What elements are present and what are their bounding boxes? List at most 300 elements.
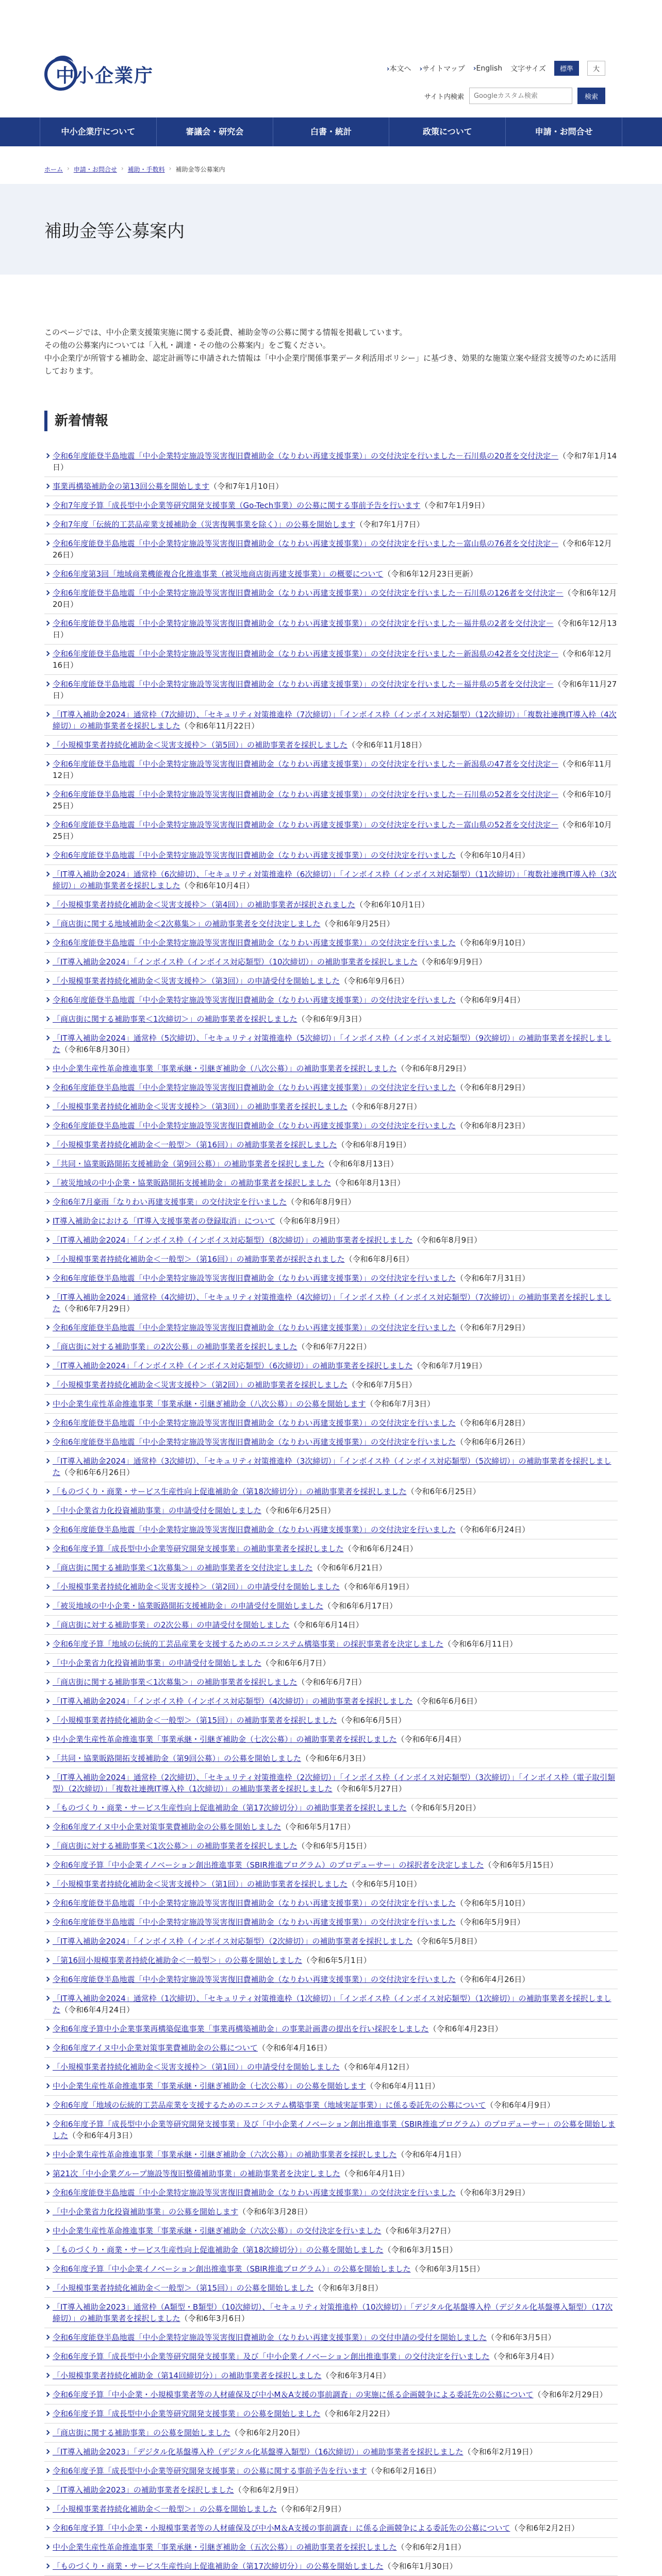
news-date: （令和6年12月26日） [53, 539, 612, 560]
news-date: （令和6年8月23日） [456, 1121, 530, 1130]
news-date: （令和6年3月27日） [381, 2226, 455, 2235]
news-item [44, 477, 618, 496]
news-item [44, 1357, 618, 1376]
breadcrumb-chevron-icon: › [121, 165, 124, 172]
news-link[interactable]: 「商店街に関する補助事業」の公募を開始しました [53, 2428, 231, 2437]
site-logo[interactable] [44, 58, 154, 91]
news-link[interactable]: 「中小企業省力化投資補助事業」の申請受付を開始しました [53, 1658, 262, 1668]
news-date: （令和6年8月9日） [275, 1216, 344, 1226]
news-item [44, 2481, 618, 2500]
news-item [44, 2260, 618, 2279]
news-date: （令和6年5月1日） [302, 1956, 371, 1965]
english-link[interactable]: › English [473, 64, 502, 73]
news-date: （令和6年6月4日） [396, 1735, 466, 1744]
news-link[interactable]: 「IT導入補助金2023」「デジタル化基盤導入枠（デジタル化基盤導入類型）（16次締切）」の補助事業者を採択しました [53, 2447, 464, 2456]
news-date: （令和6年12月23日更新） [383, 569, 478, 579]
breadcrumb-home[interactable]: ホーム [44, 166, 63, 173]
news-date: （令和6年2月1日） [396, 2543, 466, 2552]
news-item [44, 1318, 618, 1337]
breadcrumb-subsidy[interactable]: 補助・手数料 [127, 166, 165, 173]
utility-links [387, 61, 605, 76]
news-date: （令和6年6月7日） [261, 1658, 330, 1668]
news-date: （令和7年1月9日） [420, 501, 489, 510]
news-link[interactable]: 令和6年度能登半島地震「中小企業特定施設等災害復旧費補助金（なりわい再建支援事業）」の交付決定を行いました [53, 851, 456, 860]
news-date: （令和6年8月29日） [396, 1064, 471, 1073]
news-link[interactable]: 「IT導入補助金2024」通常枠（5次締切）、「セキュリティ対策推進枠（5次締切）」「インボイス枠（インボイス対応類型）（9次締切）」の補助事業者を採択しました [53, 1033, 611, 1054]
news-date: （令和6年4月11日） [366, 2081, 440, 2091]
news-item [44, 991, 618, 1010]
news-date: （令和6年6月24日） [456, 1525, 530, 1534]
news-link[interactable]: 令和6年度能登半島地震「中小企業特定施設等災害復旧費補助金（なりわい再建支援事業）」の交付決定を行いました－石川県の126者を交付決定－ [53, 588, 564, 598]
news-date: （令和7年1月14日） [53, 451, 617, 472]
news-date: （令和6年12月20日） [53, 588, 617, 609]
news-link[interactable]: 第21次「中小企業グループ施設等復旧整備補助事業」の補助事業者を決定しました [53, 2169, 340, 2178]
news-item [44, 1231, 618, 1250]
news-link[interactable]: 「IT導入補助金2024」通常枠（2次締切）、「セキュリティ対策推進枠（2次締切）」「インボイス枠（インボイス対応類型）（3次締切）」「インボイス枠（電子取引類型）（2次締切）」「複数社連携IT導入枠（1次締切）」の補助事業者を採択しました [53, 1773, 615, 1793]
news-item [44, 1799, 618, 1818]
news-item [44, 2557, 618, 2576]
news-date: （令和6年11月18日） [347, 740, 426, 750]
news-date: （令和6年10月25日） [53, 820, 612, 841]
news-date: （令和6年2月29日） [533, 2390, 607, 2399]
nav-item-policy[interactable]: 政策について [389, 117, 505, 146]
news-item [44, 1414, 618, 1433]
news-link[interactable]: 「小規模事業者持続化補助金＜一般型＞」の公募を開始しました [53, 2504, 277, 2514]
news-link[interactable]: 令和6年度予算「成長型中小企業等研究開発支援事業」の補助事業者を採択しました [53, 1544, 344, 1553]
news-link[interactable]: 令和6年度能登半島地震「中小企業特定施設等災害復旧費補助金（なりわい再建支援事業）」の交付決定を行いました [53, 1899, 456, 1908]
news-link[interactable]: 令和6年度能登半島地震「中小企業特定施設等災害復旧費補助金（なりわい再建支援事業）」の交付決定を行いました [53, 1918, 456, 1927]
intro-paragraph: 中小企業庁が所管する補助金、認定計画等に申請された情報は「中小企業庁関係事業データ利活用ポリシー」に基づき、効果的な施策立案や経営支援等のために活用しております。 [44, 353, 617, 376]
news-item [44, 1029, 618, 1059]
news-date: （令和6年2月19日） [463, 2447, 537, 2456]
news-link[interactable]: 令和6年度予算「中小企業イノベーション創出推進事業（SBIR推進プログラム）のプロデューサー」の採択者を決定しました [53, 1860, 484, 1870]
sitemap-link[interactable]: › サイトマップ [419, 63, 465, 74]
news-link[interactable]: 「小規模事業者持続化補助金＜災害支援枠＞（第5回）」の補助事業者を採択しました [53, 740, 348, 750]
news-date: （令和6年2月20日） [230, 2428, 305, 2437]
news-item [44, 1951, 618, 1970]
news-item [44, 496, 618, 515]
news-link[interactable]: 令和6年度能登半島地震「中小企業特定施設等災害復旧費補助金（なりわい再建支援事業）」の交付決定を行いました [53, 938, 456, 947]
news-date: （令和6年6月24日） [343, 1544, 418, 1553]
news-date: （令和6年10月1日） [355, 900, 429, 909]
news-item [44, 1818, 618, 1837]
news-link[interactable]: 令和6年度予算「中小企業・小規模事業者等の人材確保及び中小M＆A支援の事前調査」の実施に係る企画競争による委託先の公募について [53, 2390, 534, 2399]
news-date: （令和6年8月9日） [287, 1197, 356, 1207]
news-item [44, 1501, 618, 1520]
news-date: （令和6年9月10日） [456, 938, 530, 947]
news-link[interactable]: 令和6年度能登半島地震「中小企業特定施設等災害復旧費補助金（なりわい再建支援事業）」の交付決定を行いました [53, 2188, 456, 2197]
news-date: （令和6年5月10日） [347, 1879, 422, 1889]
news-date: （令和6年6月25日） [406, 1487, 481, 1496]
intro-paragraph: このページでは、中小企業支援策実施に関する委託費、補助金等の公募に関する情報を掲載しています。 [44, 328, 407, 337]
news-item [44, 2241, 618, 2260]
news-date: （令和6年8月6日） [344, 1255, 414, 1264]
font-size-large-button[interactable]: 大 [587, 61, 605, 76]
news-link[interactable]: 令和6年度能登半島地震「中小企業特定施設等災害復旧費補助金（なりわい再建支援事業）」の交付決定を行いました－福井県の2者を交付決定－ [53, 619, 554, 628]
news-link[interactable]: 「被災地域の中小企業・協業販路開拓支援補助金」の申請受付を開始しました [53, 1601, 324, 1611]
news-item [44, 1539, 618, 1558]
news-date: （令和6年8月9日） [412, 1235, 482, 1245]
news-link[interactable]: 「小規模事業者持続化補助金＜一般型＞（第15回）」の補助事業者を採択しました [53, 1716, 337, 1725]
news-link[interactable]: 「小規模事業者持続化補助金＜災害支援枠＞（第1回）」の申請受付を開始しました [53, 2062, 340, 2072]
news-date: （令和6年6月28日） [456, 1418, 530, 1428]
news-link[interactable]: 「商店街に対する補助事業」の2次公募」の申請受付を開始しました [53, 1620, 290, 1630]
news-link[interactable]: 令和6年度予算「中小企業・小規模事業者等の人材確保及び中小M＆A支援の事前調査」に係る企画競争による委託先の公募について [53, 2523, 510, 2533]
news-item [44, 1856, 618, 1875]
font-size-standard-button[interactable]: 標準 [554, 61, 579, 76]
news-link[interactable]: 中小企業生産性革命推進事業「事業承継・引継ぎ補助金（五次公募）」の補助事業者を採択しました [53, 2543, 397, 2552]
news-link[interactable]: 令和7年度予算「成長型中小企業等研究開発支援事業（Go-Tech事業）の公募に関する事前予告を行います [53, 501, 421, 510]
news-date: （令和6年3月4日） [489, 2352, 559, 2361]
news-link[interactable]: 令和6年度アイヌ中小企業対策事業費補助金の公募を開始しました [53, 1822, 282, 1832]
news-list [44, 447, 618, 2576]
nav-item-councils[interactable]: 審議会・研究会 [156, 117, 273, 146]
skip-to-content-link[interactable]: › 本文へ [387, 63, 411, 74]
news-item [44, 2183, 618, 2202]
news-date: （令和6年6月3日） [301, 1754, 370, 1763]
news-link[interactable]: 「IT導入補助金2024」「インボイス枠（インボイス対応類型）（2次締切）」の補助事業者を採択しました [53, 1937, 413, 1946]
news-item [44, 534, 618, 565]
news-link[interactable]: 令和6年度「地域の伝統的工芸品産業を支援するためのエコシステム構築事業（地域実証事業）」に係る委託先の公募について [53, 2100, 486, 2110]
news-link[interactable]: 令和6年度能登半島地震「中小企業特定施設等災害復旧費補助金（なりわい再建支援事業）」の交付決定を行いました [53, 1121, 456, 1130]
news-date: （令和6年6月26日） [456, 1437, 530, 1447]
news-date: （令和6年6月21日） [312, 1563, 387, 1572]
news-link[interactable]: 「被災地域の中小企業・協業販路開拓支援補助金」の補助事業者を採択しました [53, 1178, 332, 1188]
news-item [44, 2385, 618, 2404]
news-link[interactable]: 令和6年度予算「成長型中小企業等研究開発支援事業」の公募に関する事前予告を行います [53, 2466, 367, 2476]
news-date: （令和6年4月1日） [396, 2150, 466, 2159]
news-link[interactable]: 「IT導入補助金2024」「インボイス枠（インボイス対応類型）（8次締切）」の補助事業者を採択しました [53, 1235, 413, 1245]
breadcrumb-chevron-icon: › [67, 165, 70, 172]
news-date: （令和6年2月22日） [320, 2409, 394, 2418]
news-item [44, 1768, 618, 1799]
news-date: （令和6年6月6日） [412, 1697, 482, 1706]
news-date: （令和6年4月9日） [486, 2100, 555, 2110]
news-link[interactable]: 「商店街に対する補助事業」の2次公募」の補助事業者を採択しました [53, 1342, 297, 1351]
news-link[interactable]: 「商店街に関する補助事業＜1次募集＞」の補助事業者を交付決定しました [53, 1563, 313, 1572]
news-link[interactable]: 「ものづくり・商業・サービス生産性向上促進補助金（第17次締切分）」の補助事業者を採択しました [53, 1803, 407, 1812]
news-link[interactable]: 「IT導入補助金2024」通常枠（1次締切）、「セキュリティ対策推進枠（1次締切）」「インボイス枠（インボイス対応類型）（1次締切）」の補助事業者を採択しました [53, 1994, 611, 2014]
news-item [44, 1269, 618, 1288]
news-link[interactable]: 「IT導入補助金2024」「インボイス枠（インボイス対応類型）（4次締切）」の補助事業者を採択しました [53, 1697, 413, 1706]
news-link[interactable]: 令和6年度能登半島地震「中小企業特定施設等災害復旧費補助金（なりわい再建支援事業）」の交付決定を行いました [53, 995, 456, 1005]
news-item [44, 1250, 618, 1269]
news-link[interactable]: 「商店街に関する補助事業＜1次締切＞」の補助事業者を採択しました [53, 1014, 297, 1024]
news-link[interactable]: 令和6年度能登半島地震「中小企業特定施設等災害復旧費補助金（なりわい再建支援事業）」の交付決定を行いました [53, 1437, 456, 1447]
news-date: （令和6年4月16日） [257, 2043, 332, 2053]
news-item [44, 2164, 618, 2183]
news-item [44, 1010, 618, 1029]
news-link[interactable]: 「小規模事業者持続化補助金＜災害支援枠＞（第2回）」の申請受付を開始しました [53, 1582, 340, 1591]
news-link[interactable]: 令和6年度能登半島地震「中小企業特定施設等災害復旧費補助金（なりわい再建支援事業）」の交付決定を行いました－石川県の52者を交付決定－ [53, 790, 559, 799]
news-link[interactable]: 令和6年度能登半島地震「中小企業特定施設等災害復旧費補助金（なりわい再建支援事業）」の交付決定を行いました－福井県の5者を交付決定－ [53, 680, 554, 689]
news-item [44, 705, 618, 736]
news-link[interactable]: 令和6年度予算「成長型中小企業等研究開発支援事業」の公募を開始しました [53, 2409, 321, 2418]
news-date: （令和6年2月9日） [277, 2504, 346, 2514]
news-item [44, 1578, 618, 1597]
news-date: （令和6年8月29日） [456, 1083, 530, 1092]
news-item [44, 1482, 618, 1501]
news-item [44, 2500, 618, 2519]
news-link[interactable]: 令和6年度予算「中小企業イノベーション創出推進事業（SBIR推進プログラム）」の公募を開始しました [53, 2264, 411, 2274]
news-link[interactable]: 「小規模事業者持続化補助金（第14回締切分）」の補助事業者を採択しました [53, 2371, 322, 2380]
news-link[interactable]: 令和6年度第3回「地域商業機能複合化推進事業（被災地商店街再建支援事業）」の概要について [53, 569, 384, 579]
news-date: （令和6年3月4日） [321, 2371, 391, 2380]
news-item [44, 1692, 618, 1711]
news-link[interactable]: 「ものづくり・商業・サービス生産性向上促進補助金（第18次締切分）」の補助事業者を採択しました [53, 1487, 407, 1496]
news-link[interactable]: 令和6年度能登半島地震「中小企業特定施設等災害復旧費補助金（なりわい再建支援事業）」の交付決定を行いました－新潟県の47者を交付決定－ [53, 759, 559, 769]
news-link[interactable]: 事業再構築補助金の第13回公募を開始します [53, 482, 210, 491]
news-date: （令和6年3月5日） [487, 2333, 556, 2342]
site-search [424, 88, 605, 104]
news-link[interactable]: 「商店街に対する補助事業＜1次公募＞」の補助事業者を採択しました [53, 1841, 297, 1851]
nav-item-about[interactable]: 中小企業庁について [40, 117, 156, 146]
news-item [44, 2443, 618, 2462]
news-item [44, 2366, 618, 2385]
news-link[interactable]: 「ものづくり・商業・サービス生産性向上促進補助金（第17次締切分）」の公募を開始しました [53, 2562, 384, 2571]
news-date: （令和6年8月19日） [337, 1140, 411, 1149]
news-link[interactable]: 「IT導入補助金2024」通常枠（3次締切）、「セキュリティ対策推進枠（3次締切）」「インボイス枠（インボイス対応類型）（5次締切）」の補助事業者を採択しました [53, 1456, 611, 1477]
news-item [44, 2222, 618, 2241]
news-link[interactable]: 令和6年度能登半島地震「中小企業特定施設等災害復旧費補助金（なりわい再建支援事業）」の交付決定を行いました－新潟県の42者を交付決定－ [53, 649, 559, 658]
news-link[interactable]: 「商店街に関する地域補助金＜2次募集＞」の補助事業者を交付決定しました [53, 919, 321, 928]
news-item [44, 785, 618, 816]
news-link[interactable]: 令和6年度能登半島地震「中小企業特定施設等災害復旧費補助金（なりわい再建支援事業）」の交付決定を行いました [53, 1418, 456, 1428]
news-link[interactable]: 中小企業生産性革命推進事業「事業承継・引継ぎ補助金（六次公募）」の交付決定を行いました [53, 2226, 382, 2235]
news-date: （令和6年3月29日） [456, 2188, 530, 2197]
news-date: （令和6年8月13日） [324, 1159, 399, 1168]
breadcrumb-application[interactable]: 申請・お問合せ [73, 166, 117, 173]
news-link[interactable]: 令和6年度アイヌ中小企業対策事業費補助金の公募について [53, 2043, 258, 2053]
news-item [44, 1894, 618, 1913]
news-link[interactable]: 「小規模事業者持続化補助金＜災害支援枠＞（第2回）」の補助事業者を採択しました [53, 1380, 348, 1389]
news-item [44, 1730, 618, 1749]
news-link[interactable]: 令和6年度能登半島地震「中小企業特定施設等災害復旧費補助金（なりわい再建支援事業）」の交付決定を行いました [53, 1975, 456, 1984]
news-item [44, 1635, 618, 1654]
news-item [44, 1288, 618, 1318]
page-title: 補助金等公募案内 [44, 221, 185, 242]
news-date: （令和6年4月24日） [60, 2005, 135, 2014]
news-link[interactable]: 中小企業生産性革命推進事業「事業承継・引継ぎ補助金（八次公募）」の公募を開始します [53, 1399, 366, 1409]
news-item [44, 1433, 618, 1452]
news-item [44, 1558, 618, 1578]
news-date: （令和6年3月28日） [238, 2207, 312, 2216]
news-item [44, 1174, 618, 1193]
news-item [44, 934, 618, 953]
news-link[interactable]: 「中小企業省力化投資補助事業」の申請受付を開始しました [53, 1506, 262, 1515]
news-link[interactable]: 「共同・協業販路開拓支援補助金（第9回公募）」の補助事業者を採択しました [53, 1159, 325, 1168]
news-date: （令和6年9月6日） [340, 976, 409, 986]
news-item [44, 846, 618, 865]
news-date: （令和6年10月4日） [180, 881, 254, 890]
news-link[interactable]: 「IT導入補助金2024」通常枠（7次締切）、「セキュリティ対策推進枠（7次締切）」「インボイス枠（インボイス対応類型）（12次締切）」「複数社連携IT導入枠（4次締切）」の補助事業者を採択しました [53, 710, 617, 731]
news-item [44, 675, 618, 705]
news-link[interactable]: 「IT導入補助金2023」の補助事業者を採択しました [53, 2485, 234, 2495]
news-item [44, 565, 618, 584]
news-link[interactable]: 令和6年度能登半島地震「中小企業特定施設等災害復旧費補助金（なりわい再建支援事業）」の交付申請の受付を開始しました [53, 2333, 487, 2342]
news-link[interactable]: 令和6年度能登半島地震「中小企業特定施設等災害復旧費補助金（なりわい再建支援事業）」の交付決定を行いました－富山県の52者を交付決定－ [53, 820, 559, 829]
news-date: （令和6年5月20日） [406, 1803, 481, 1812]
news-item [44, 1989, 618, 2020]
search-input[interactable] [469, 88, 572, 104]
logo-mark-icon [44, 58, 77, 91]
news-link[interactable]: 「IT導入補助金2024」通常枠（4次締切）、「セキュリティ対策推進枠（4次締切）」「インボイス枠（インボイス対応類型）（7次締切）」の補助事業者を採択しました [53, 1293, 611, 1313]
news-date: （令和6年7月19日） [412, 1361, 487, 1370]
news-item [44, 1597, 618, 1616]
news-date: （令和6年4月26日） [456, 1975, 530, 1984]
news-date: （令和6年6月11日） [443, 1639, 518, 1649]
news-link[interactable]: 「ものづくり・商業・サービス生産性向上促進補助金（第18次締切分）」の公募を開始しました [53, 2245, 384, 2255]
news-item [44, 1078, 618, 1097]
news-item [44, 1970, 618, 1989]
news-item [44, 1837, 618, 1856]
news-date: （令和6年5月17日） [281, 1822, 355, 1832]
news-date: （令和6年7月3日） [366, 1399, 435, 1409]
news-link[interactable]: 「小規模事業者持続化補助金＜災害支援枠＞（第1回）」の補助事業者を採択しました [53, 1879, 348, 1889]
news-item [44, 736, 618, 755]
intro-paragraph: その他の公募案内については「入札・調達・その他の公募案内」をご覧ください。 [44, 341, 330, 350]
font-size-label: 文字サイズ [510, 64, 546, 73]
news-link[interactable]: 令和6年度能登半島地震「中小企業特定施設等災害復旧費補助金（なりわい再建支援事業）」の交付決定を行いました [53, 1274, 456, 1283]
news-date: （令和6年8月27日） [347, 1102, 422, 1111]
news-item [44, 2020, 618, 2039]
news-link[interactable]: 令和6年度予算「成長型中小企業等研究開発支援事業」及び「中小企業イノベーション創出推進事業」の交付決定を行いました [53, 2352, 490, 2361]
news-link[interactable]: 「IT導入補助金2024」「インボイス枠（インボイス対応類型）（6次締切）」の補助事業者を採択しました [53, 1361, 413, 1370]
news-item [44, 1136, 618, 1155]
news-date: （令和6年5月9日） [456, 1918, 525, 1927]
news-item [44, 1452, 618, 1482]
news-link[interactable]: 「小規模事業者持続化補助金＜一般型＞（第16回）」の補助事業者を採択しました [53, 1140, 337, 1149]
news-item [44, 755, 618, 785]
news-item [44, 1116, 618, 1136]
news-date: （令和6年6月14日） [289, 1620, 363, 1630]
breadcrumb-chevron-icon: › [169, 165, 172, 172]
news-date: （令和6年3月15日） [410, 2264, 485, 2274]
news-link[interactable]: 「小規模事業者持続化補助金＜災害支援枠＞（第4回）」の補助事業者が採択されました [53, 900, 356, 909]
news-item [44, 584, 618, 614]
news-item [44, 1193, 618, 1212]
news-date: （令和6年12月16日） [53, 649, 612, 670]
news-item [44, 515, 618, 534]
news-link[interactable]: 令和6年度能登半島地震「中小企業特定施設等災害復旧費補助金（なりわい再建支援事業）」の交付決定を行いました－石川県の20者を交付決定－ [53, 451, 559, 461]
news-date: （令和6年4月1日） [340, 2169, 409, 2178]
news-link[interactable]: 「中小企業省力化投資補助事業」の公募を開始します [53, 2207, 239, 2216]
news-item [44, 1097, 618, 1116]
news-date: （令和6年2月16日） [367, 2466, 441, 2476]
news-link[interactable]: 令和6年度予算中小企業事業再構築促進事業「事業再構築補助金」の事業計画書の提出を行い採択をしました [53, 2024, 429, 2033]
news-link[interactable]: 「商店街に関する補助事業＜1次募集＞」の補助事業者を採択しました [53, 1677, 297, 1687]
news-date: （令和6年6月7日） [297, 1677, 367, 1687]
news-link[interactable]: 「小規模事業者持続化補助金＜災害支援枠＞（第3回）」の補助事業者を採択しました [53, 1102, 348, 1111]
news-date: （令和6年12月13日） [53, 619, 617, 639]
news-item [44, 2115, 618, 2145]
news-link[interactable]: 「小規模事業者持続化補助金＜災害支援枠＞（第3回）」の申請受付を開始しました [53, 976, 340, 986]
news-item [44, 1711, 618, 1730]
news-item [44, 1932, 618, 1951]
news-item [44, 1155, 618, 1174]
news-item [44, 2145, 618, 2164]
news-link[interactable]: 令和6年度能登半島地震「中小企業特定施設等災害復旧費補助金（なりわい再建支援事業）」の交付決定を行いました [53, 1083, 456, 1092]
news-link[interactable]: 令和6年度予算「地域の伝統的工芸品産業を支援するためのエコシステム構築事業」の採択事業者を決定しました [53, 1639, 444, 1649]
news-link[interactable]: 「小規模事業者持続化補助金＜一般型＞（第16回）」の補助事業者が採択されました [53, 1255, 345, 1264]
news-date: （令和7年1月10日） [209, 482, 284, 491]
news-link[interactable]: 「共同・協業販路開拓支援補助金（第9回公募）」の公募を開始しました [53, 1754, 302, 1763]
news-item [44, 1913, 618, 1932]
news-item [44, 1673, 618, 1692]
news-link[interactable]: 「IT導入補助金2023」通常枠（A類型・B類型）（10次締切）、「セキュリティ対策推進枠（10次締切）」「デジタル化基盤導入枠（デジタル化基盤導入類型）（17次締切）」の補助事業者を採択しました [53, 2302, 613, 2323]
news-link[interactable]: 令和6年7月豪雨「なりわい再建支援事業」の交付決定を行いました [53, 1197, 287, 1207]
news-date: （令和6年9月4日） [456, 995, 525, 1005]
news-item [44, 1749, 618, 1768]
news-item [44, 2298, 618, 2328]
news-link[interactable]: 中小企業生産性革命推進事業「事業承継・引継ぎ補助金（七次公募）」の補助事業者を採択しました [53, 1735, 397, 1744]
news-link[interactable]: 「IT導入補助金2024」通常枠（6次締切）、「セキュリティ対策推進枠（6次締切）」「インボイス枠（インボイス対応類型）（11次締切）」「複数社連携IT導入枠（3次締切）」の補助事業者を採択しました [53, 870, 617, 890]
news-date: （令和6年4月12日） [340, 2062, 414, 2072]
news-link[interactable]: 中小企業生産性革命推進事業「事業承継・引継ぎ補助金（八次公募）」の補助事業者を採択しました [53, 1064, 397, 1073]
nav-item-application[interactable]: 申請・お問合せ [505, 117, 622, 146]
news-date: （令和6年10月25日） [53, 790, 612, 810]
news-link[interactable]: 令和7年度「伝統的工芸品産業支援補助金（災害復興事業を除く）」の公募を開始します [53, 520, 356, 529]
news-item [44, 953, 618, 972]
news-item [44, 614, 618, 645]
news-item [44, 1376, 618, 1395]
news-item [44, 1654, 618, 1673]
news-date: （令和6年8月30日） [60, 1045, 135, 1054]
news-date: （令和6年5月15日） [297, 1841, 371, 1851]
news-date: （令和6年6月25日） [261, 1506, 336, 1515]
news-date: （令和6年3月6日） [180, 2314, 250, 2323]
news-item [44, 2424, 618, 2443]
news-item [44, 1520, 618, 1539]
news-link[interactable]: 中小企業生産性革命推進事業「事業承継・引継ぎ補助金（七次公募）」の公募を開始します [53, 2081, 366, 2091]
news-date: （令和6年9月9日） [418, 957, 487, 967]
news-item [44, 447, 618, 477]
news-date: （令和7年1月7日） [355, 520, 424, 529]
news-link[interactable]: 「小規模事業者持続化補助金＜一般型＞（第15回）」の公募を開始しました [53, 2283, 314, 2293]
news-link[interactable]: 中小企業生産性革命推進事業「事業承継・引継ぎ補助金（六次公募）」の補助事業者を採択しました [53, 2150, 397, 2159]
news-link[interactable]: 「第16回小規模事業者持続化補助金＜一般型＞」の公募を開始しました [53, 1956, 303, 1965]
news-date: （令和6年3月8日） [313, 2283, 383, 2293]
news-link[interactable]: 令和6年度能登半島地震「中小企業特定施設等災害復旧費補助金（なりわい再建支援事業）」の交付決定を行いました [53, 1323, 456, 1332]
nav-item-whitepaper[interactable]: 白書・統計 [273, 117, 389, 146]
news-date: （令和6年7月29日） [456, 1323, 530, 1332]
news-item [44, 1212, 618, 1231]
news-item [44, 645, 618, 675]
news-item [44, 2096, 618, 2115]
news-link[interactable]: IT導入補助金における「IT導入支援事業者の登録取消」について [53, 1216, 275, 1226]
news-link[interactable]: 令和6年度能登半島地震「中小企業特定施設等災害復旧費補助金（なりわい再建支援事業）」の交付決定を行いました－富山県の76者を交付決定－ [53, 539, 559, 548]
news-link[interactable]: 令和6年度能登半島地震「中小企業特定施設等災害復旧費補助金（なりわい再建支援事業）」の交付決定を行いました [53, 1525, 456, 1534]
search-button[interactable]: 検索 [577, 88, 605, 104]
news-item [44, 2462, 618, 2481]
news-item [44, 914, 618, 934]
news-date: （令和6年4月23日） [428, 2024, 503, 2033]
news-date: （令和6年9月3日） [297, 1014, 367, 1024]
news-date: （令和6年5月8日） [412, 1937, 482, 1946]
news-link[interactable]: 令和6年度予算「成長型中小企業等研究開発支援事業」及び「中小企業イノベーション創出推進事業（SBIR推進プログラム）のプロデューサー」の公募を開始しました [53, 2120, 616, 2140]
news-date: （令和6年3月15日） [383, 2245, 457, 2255]
global-nav [0, 117, 662, 146]
news-heading: 新着情報 [44, 411, 618, 431]
news-date: （令和6年5月15日） [484, 1860, 558, 1870]
news-date: （令和6年10月4日） [456, 851, 530, 860]
news-link[interactable]: 「IT導入補助金2024」「インボイス枠（インボイス対応類型）（10次締切）」の補助事業者を採択しました [53, 957, 418, 967]
news-item [44, 2202, 618, 2222]
news-date: （令和6年7月5日） [347, 1380, 417, 1389]
news-item [44, 2328, 618, 2347]
news-date: （令和6年11月27日） [53, 680, 617, 700]
news-item [44, 2538, 618, 2557]
